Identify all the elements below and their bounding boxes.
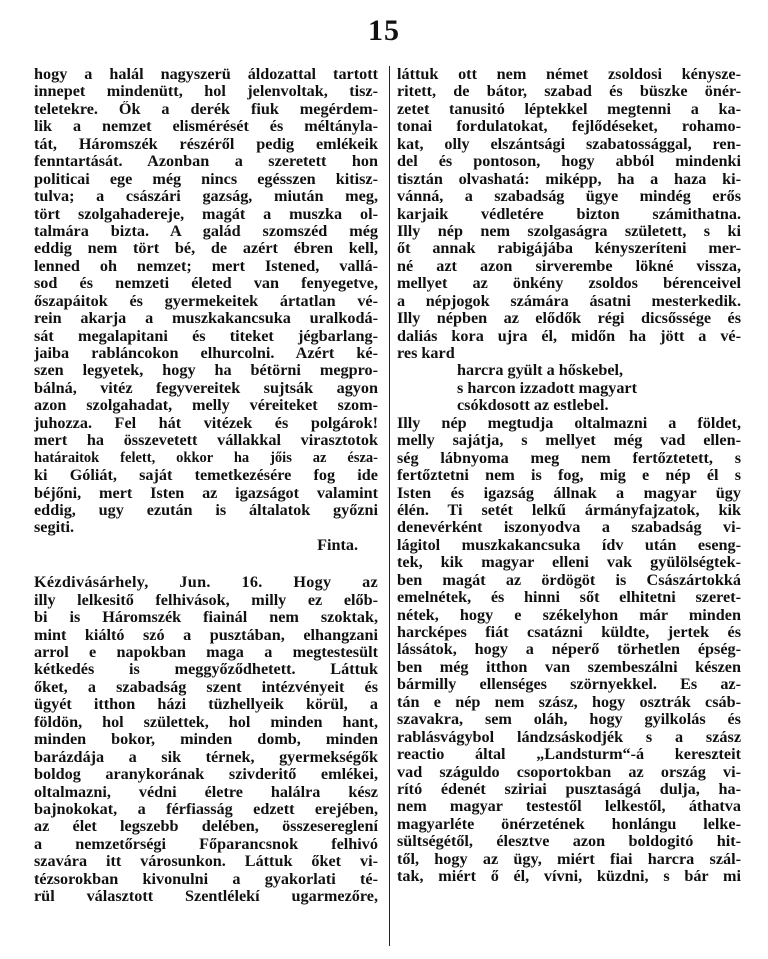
text-line: illy lelkesitő felhivások, milly ez előb- bbox=[34, 591, 378, 609]
text-line: szavakra, sem oláh, hogy gyilkolás és bbox=[397, 711, 741, 729]
text-line: mert ha összevetett vállakkal virasztotok bbox=[34, 432, 378, 450]
text-line: őszapáitok és gyermekeitek ártatlan vé- bbox=[34, 292, 378, 310]
left-paragraph-1 bbox=[34, 66, 378, 537]
text-line: sod és nemzeti életed van fenyegetve, bbox=[34, 275, 378, 293]
text-line: denevérként iszonyodva a szabadság vi- bbox=[397, 519, 741, 537]
text-line: rein akarja a muszkakancsuka uralkodá- bbox=[34, 310, 378, 328]
text-line: rablásvágybol lándzsáskodjék s a szász bbox=[397, 728, 741, 746]
text-line: ben magát az ördögöt is Császártokká bbox=[397, 571, 741, 589]
text-line: őket, a szabadság szent intézvényeit és bbox=[34, 678, 378, 696]
text-line: oltalmazni, védni életre halálra kész bbox=[34, 783, 378, 801]
text-line: mellyet az önkény zsoldos bérenceivel bbox=[397, 275, 741, 293]
text-line: ügyét itthon házi tüzhellyeik körül, a bbox=[34, 696, 378, 714]
right-paragraph-1 bbox=[397, 66, 741, 362]
text-line: tisztán olvashatá: miképp, ha a haza ki- bbox=[397, 170, 741, 188]
text-line: segiti. bbox=[34, 519, 75, 537]
text-line: béjőni, mert Isten az igazságot valamint bbox=[34, 484, 378, 502]
text-line: juhozza. Fel hát vitézek és polgárok! bbox=[34, 414, 378, 432]
text-line: bi is Háromszék fiainál nem szoktak, bbox=[34, 609, 378, 627]
text-line: ség lábnyoma meg nem fertőztetett, s bbox=[397, 449, 741, 467]
text-line: ritett, de bátor, szabad és büszke önér- bbox=[397, 83, 741, 101]
verse-line: harcra gyült a hőskebel, bbox=[457, 361, 624, 380]
right-paragraph-2 bbox=[397, 415, 741, 886]
text-line: innepet mindenütt, hol jelenvoltak, tisz- bbox=[34, 83, 378, 101]
text-line: teletekre. Ők a derék fiuk megérdem- bbox=[34, 100, 378, 118]
text-line: fenntartását. Azonban a szeretett hon bbox=[34, 153, 378, 171]
text-line: ben még itthon van szembeszálni készen bbox=[397, 658, 741, 676]
text-line: nem magyar testestől lelkestől, áthatva bbox=[397, 798, 741, 816]
text-line: a nemzetőrségi Főparancsnok felhivó bbox=[34, 835, 378, 853]
text-line: eddig, ugy ezután is általatok győzni bbox=[34, 501, 378, 519]
text-line: arrol e napokban maga a megtestesült bbox=[34, 644, 378, 661]
text-line: lik a nemzet elismérését és méltányla- bbox=[34, 118, 378, 136]
text-line: zetet tanusitó léptekkel megtenni a ka- bbox=[397, 100, 741, 118]
right-column bbox=[397, 66, 741, 886]
text-line: karjaik védletére bizton számithatna. bbox=[397, 205, 741, 223]
column-divider bbox=[389, 66, 390, 946]
text-line: boldog aranykorának szivderitő emlékei, bbox=[34, 766, 378, 784]
verse-line: csókdosott az estlebel. bbox=[457, 396, 609, 415]
text-line: vad száguldo csoportokban az ország vi- bbox=[397, 763, 741, 781]
text-line: láttuk ott nem német zsoldosi kénysze- bbox=[397, 66, 741, 83]
text-line: harcképes fiát csatázni küldte, jertek és bbox=[397, 624, 741, 641]
text-line: del és pontoson, hogy abból mindenki bbox=[397, 153, 741, 171]
text-line: magyarléte önérzetének honlángu lelke- bbox=[397, 815, 741, 833]
text-line: tán e nép nem szász, hogy osztrák csáb- bbox=[397, 693, 741, 711]
text-line: bármilly ellenséges szörnyekkel. Es az- bbox=[397, 676, 741, 694]
verse-line: s harcon izzadott magyart bbox=[457, 378, 637, 397]
text-line: szavára itt városunkon. Láttuk őket vi- bbox=[34, 853, 378, 871]
text-line: élén. Ti setét lelkű ármányfajzatok, kik bbox=[397, 501, 741, 519]
text-line: földön, hol születtek, hol minden hant, bbox=[34, 713, 378, 731]
text-line: barázdája a sik térnek, gyermekségők bbox=[34, 748, 378, 766]
verse-block bbox=[397, 362, 741, 414]
text-line: lenned oh nemzet; mert Istened, vallá- bbox=[34, 257, 378, 275]
text-line: tát, Háromszék részéről pedig emlékeik bbox=[34, 135, 378, 153]
text-line: tonai fordulatokat, fejlődéseket, rohamo- bbox=[397, 118, 741, 136]
text-line: tézsorokban kivonulni a gyakorlati té- bbox=[34, 870, 378, 888]
text-line: Kézdivásárhely, Jun. 16. Hogy az bbox=[34, 574, 378, 592]
text-line: Isten és igazság állnak a magyar ügy bbox=[397, 484, 741, 502]
text-line: rül választott Szentlélekí ugarmezőre, bbox=[34, 888, 378, 906]
signature: Finta. bbox=[317, 536, 358, 554]
text-line: eddig nem tört bé, de azért ébren kell, bbox=[34, 240, 378, 258]
text-line: né azt azon sirverembe lökné vissza, bbox=[397, 257, 741, 275]
text-line: sültségétől, élesztve azon boldogitó hit- bbox=[397, 833, 741, 851]
text-line: bálná, vitéz fegyvereitek sujtsák agyon bbox=[34, 379, 378, 397]
text-line: daliás kora ujra él, midőn ha jött a vé- bbox=[397, 327, 741, 345]
text-line: vánná, a szabadság ügye mindég erős bbox=[397, 188, 741, 206]
left-column bbox=[34, 66, 378, 906]
text-line: tek, kik magyar elleni vak gyülölségtek- bbox=[397, 554, 741, 572]
text-line: sát megalapitani és titeket jégbarlang- bbox=[34, 327, 378, 345]
text-line: lássátok, hogy a néperő törhetlen épség- bbox=[397, 641, 741, 659]
text-line: bajnokokat, a férfiasság edzett erejében, bbox=[34, 800, 378, 818]
text-line: melly sajátja, s mellyet még vad ellen- bbox=[397, 432, 741, 450]
page-number: 15 bbox=[368, 14, 400, 47]
text-line: az élet legszebb delében, összesereglení bbox=[34, 818, 378, 836]
text-line: hogy a halál nagyszerü áldozattal tartott bbox=[34, 66, 378, 83]
text-line: fertőztetni nem is fog, mig e nép él s bbox=[397, 467, 741, 485]
text-line: kat, olly elszántsági szabatossággal, ren- bbox=[397, 135, 741, 153]
text-line: rító édenét sziriai pusztaságá dulja, ha- bbox=[397, 780, 741, 798]
text-line: azon szolgahadat, melly véreiteket szom- bbox=[34, 397, 378, 415]
text-line: politicai ege még nincs egésszen kitisz- bbox=[34, 170, 378, 188]
text-line: a népjogok számára ásatni mesterkedik. bbox=[397, 292, 741, 310]
text-line: talmára bizta. A galád szomszéd még bbox=[34, 222, 378, 240]
text-line: Illy nép nem szolgaságra született, s ki bbox=[397, 222, 741, 240]
text-line: kétkedés is meggyőződhetett. Láttuk bbox=[34, 661, 378, 679]
text-line: nétek, hogy e székelyhon már minden bbox=[397, 606, 741, 624]
text-line: jaiba rabláncokon elhurcolni. Azért ké- bbox=[34, 345, 378, 362]
text-line: őt annak rabigájába kényszeríteni mer- bbox=[397, 240, 741, 258]
text-line: től, hogy az ügy, miért fiai harcra szál- bbox=[397, 850, 741, 868]
text-line: minden bokor, minden domb, minden bbox=[34, 731, 378, 749]
text-line: emelnétek, és hinni sőt elhitetni szeret- bbox=[397, 589, 741, 607]
text-line: mint kiáltó szó a pusztában, elhangzani bbox=[34, 626, 378, 644]
text-line: tak, miért ő él, vívni, küzdni, s bár mi bbox=[397, 868, 741, 886]
text-line: határaitok felett, okkor ha jőis az észa- bbox=[34, 449, 378, 466]
text-line: tulva; a császári gazság, miután meg, bbox=[34, 188, 378, 206]
text-line: lágitol muszkakancsuka ídv után eseng- bbox=[397, 536, 741, 554]
text-line: reactio által „Landsturm“-á kereszteit bbox=[397, 746, 741, 764]
text-line: res kard bbox=[397, 345, 455, 362]
text-line: Illy népben az elődők régi dicsőssége és bbox=[397, 310, 741, 328]
text-line: Illy nép megtudja oltalmazni a földet, bbox=[397, 414, 741, 432]
text-line: tört szolgahadereje, magát a muszka ol- bbox=[34, 205, 378, 223]
left-paragraph-2 bbox=[34, 574, 378, 905]
paragraph-gap bbox=[34, 554, 378, 574]
text-line: ki Góliát, saját temetkezésére fog ide bbox=[34, 467, 378, 485]
text-line: szen legyetek, hogy ha bétörni megpro- bbox=[34, 362, 378, 380]
